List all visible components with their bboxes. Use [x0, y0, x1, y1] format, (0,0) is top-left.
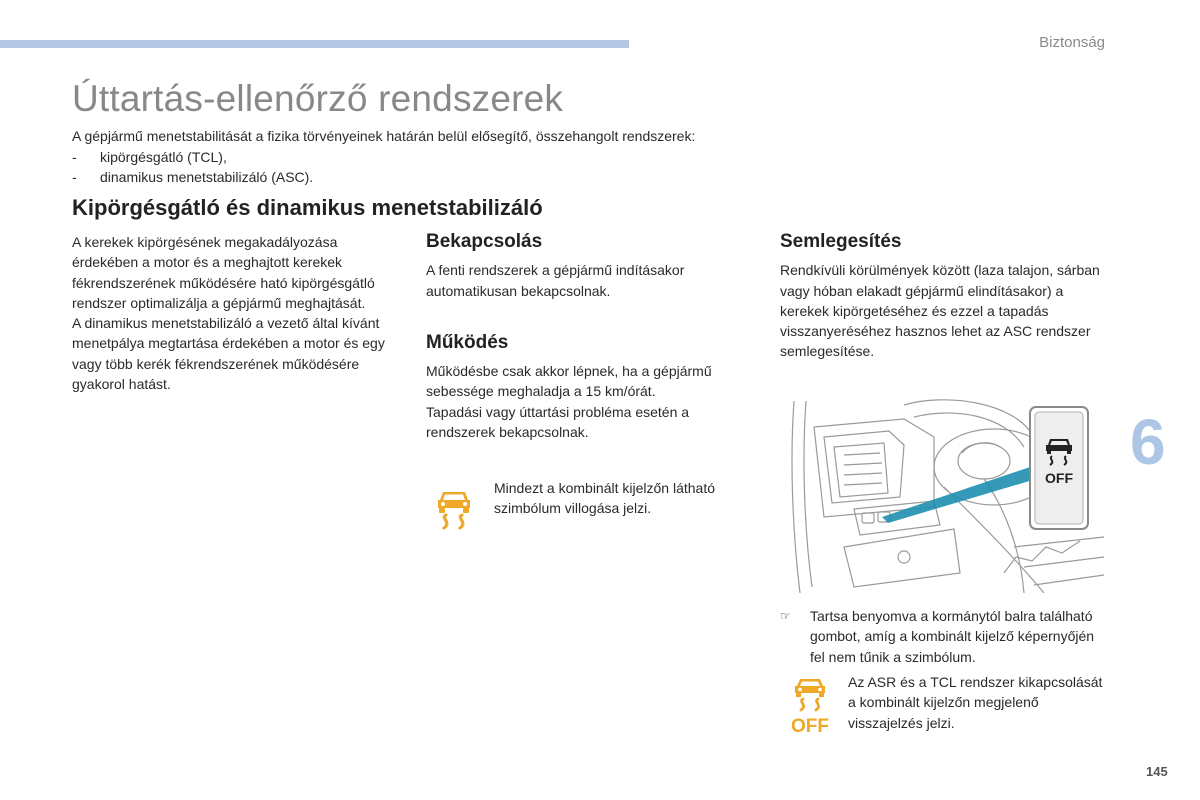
off-icon-label: OFF — [791, 716, 829, 736]
list-item: - kipörgésgátló (TCL), — [72, 147, 832, 168]
deactivation-step — [780, 606, 1105, 667]
activation-text: A fenti rendszerek a gépjármű indításakor automatikusan bekapcsolnak. — [426, 262, 685, 299]
off-note-text: Az ASR és a TCL rendszer kikapcsolását a kombinált kijelzőn megjelenő visszajelzés jelzi. — [848, 674, 1103, 731]
header-accent-bar — [0, 40, 629, 48]
pointing-hand-icon: ☞ — [780, 609, 791, 623]
deactivation-text: Rendkívüli körülmények között (laza talajon, sárban vagy hóban elakadt gépjármű elindításakor) a kerekek kipörgetéséhez és ezzel a tapadás visszanyeréséhez hasznos lehet az ASC rendszer semlegesítése. — [780, 262, 1100, 360]
dashboard-illustration — [784, 397, 1106, 593]
page-number: 145 — [1146, 764, 1168, 779]
section-heading: Kipörgésgátló és dinamikus menetstabilizáló — [72, 195, 543, 220]
off-button-label: OFF — [1045, 470, 1073, 486]
traction-control-off-icon — [788, 676, 832, 736]
operation-text: Működésbe csak akkor lépnek, ha a gépjármű sebessége meghaladja a 15 km/órát. — [426, 363, 712, 400]
traction-control-warning-icon — [432, 486, 476, 530]
deactivation-heading: Semlegesítés — [780, 231, 902, 252]
deactivation-column — [780, 232, 1105, 362]
intro — [72, 126, 832, 188]
step-text: Tartsa benyomva a kormánytól balra található gombot, amíg a kombinált kijelző képernyőjén fel nem tűnik a szimbólum. — [810, 608, 1095, 665]
description-column — [72, 232, 397, 394]
activation-column — [426, 232, 756, 442]
description-paragraph: A kerekek kipörgésének megakadályozása érdekében a motor és a meghajtott kerekek fékrendszerének működésére ható kipörgésgátló rendszer optimalizálja a gépjármű meghajtását. — [72, 234, 375, 311]
description-paragraph: A dinamikus menetstabilizáló a vezető által kívánt menetpálya megtartása érdekében a motor és egy vagy több kerék fékrendszerének működésére gyakorol hatást. — [72, 315, 385, 393]
list-item: - dinamikus menetstabilizáló (ASC). — [72, 167, 832, 188]
activation-heading: Bekapcsolás — [426, 231, 543, 252]
operation-heading: Működés — [426, 331, 509, 353]
intro-text: A gépjármű menetstabilitását a fizika törvényeinek határán belül elősegítő, összehangolt rendszerek: — [72, 128, 696, 144]
tcl-note-text: Mindezt a kombinált kijelzőn látható szimbólum villogása jelzi. — [494, 480, 716, 517]
page-title: Úttartás-ellenőrző rendszerek — [72, 78, 564, 119]
intro-list — [72, 147, 832, 188]
operation-text: Tapadási vagy úttartási probléma esetén a rendszerek bekapcsolnak. — [426, 403, 690, 441]
section-label: Biztonság — [1039, 34, 1105, 51]
chapter-number: 6 — [1130, 406, 1166, 478]
